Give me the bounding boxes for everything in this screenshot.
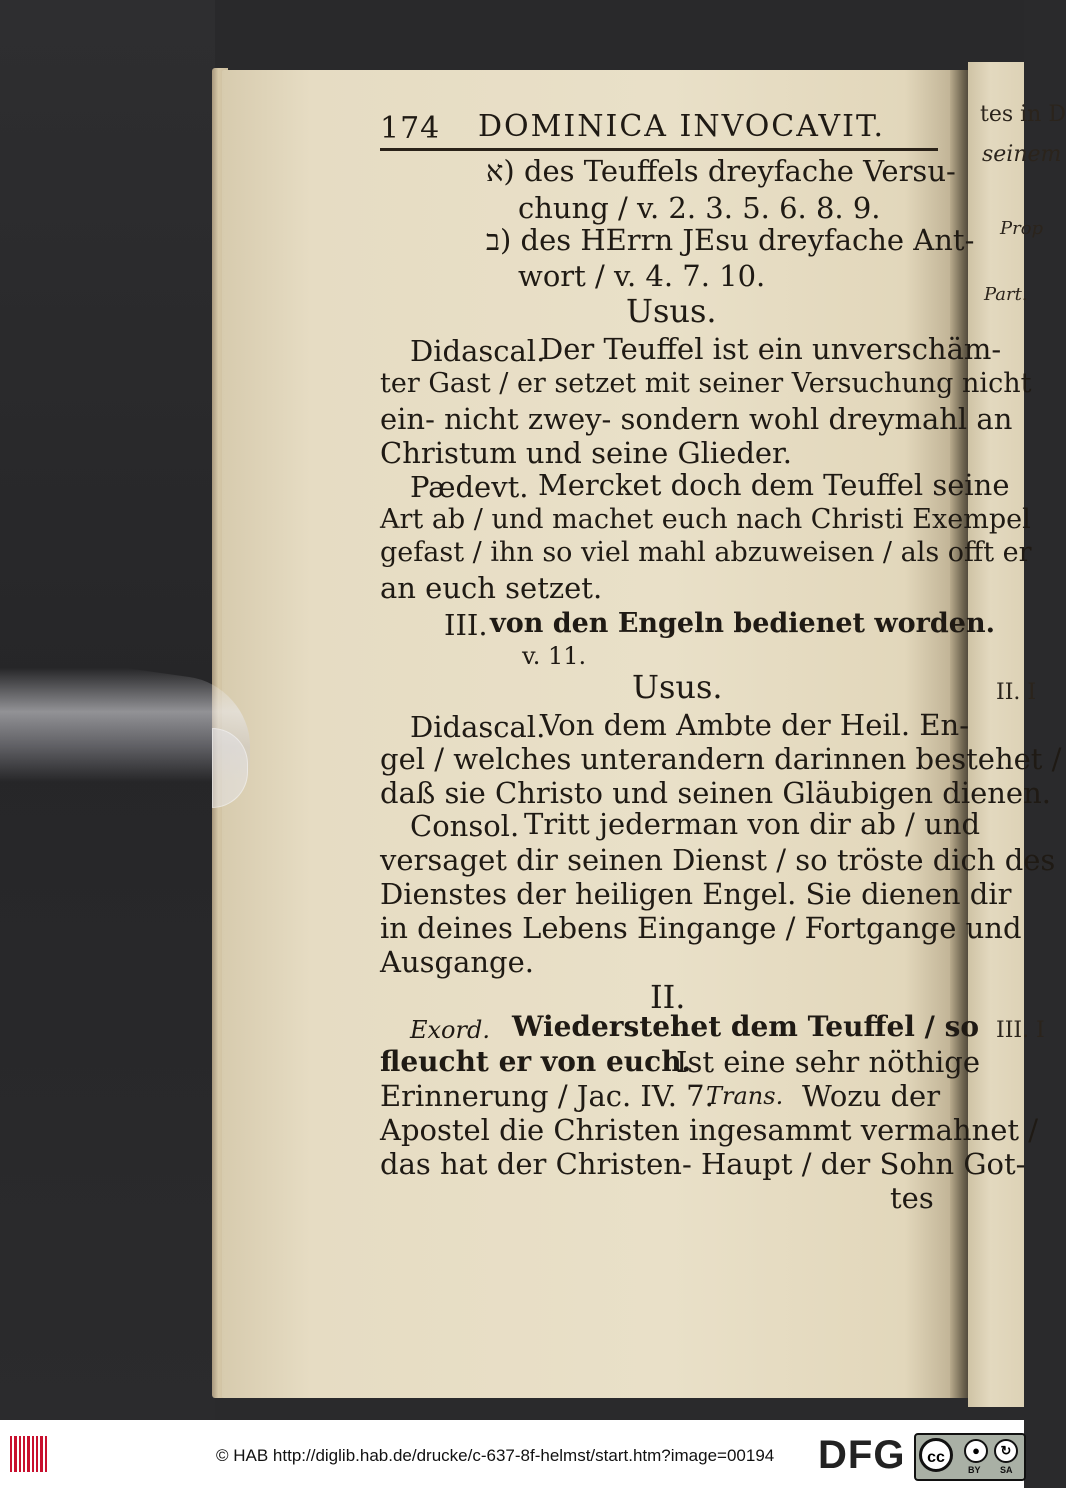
text-line: Tritt jederman von dir ab / und	[524, 807, 981, 841]
dfg-logo: DFG	[818, 1433, 906, 1477]
header-rule	[380, 148, 938, 151]
text-line: Apostel die Christen ingesammt vermahnet /	[380, 1113, 1039, 1147]
cc-icon: cc	[919, 1438, 953, 1472]
text-line: ב) des HErrn JEsu dreyfache Ant-	[486, 223, 975, 257]
text-line: ter Gast / er setzet mit seiner Versuchung nicht	[380, 368, 1032, 399]
by-icon: ●	[964, 1439, 988, 1463]
running-title: DOMINICA INVOCAVIT.	[478, 109, 886, 144]
text-line: wort / v. 4. 7. 10.	[518, 259, 766, 293]
text-line: Mercket doch dem Teuffel seine	[538, 468, 1010, 502]
text-line: Ausgange.	[380, 945, 534, 979]
cc-license-badge[interactable]	[914, 1433, 1026, 1481]
section-heading-usus: Usus.	[626, 292, 717, 330]
text-line: daß sie Christo und seinen Gläubigen dienen.	[380, 776, 1051, 810]
next-page-fragment: III. I	[996, 1018, 1045, 1043]
verse-reference: v. 11.	[522, 642, 587, 670]
next-page-fragment: Part.	[984, 284, 1028, 305]
text-line: Dienstes der heiligen Engel. Sie dienen dir	[380, 877, 1012, 911]
text-line: an euch setzet.	[380, 571, 603, 605]
page-number: 174	[380, 111, 441, 146]
text-line: ein- nicht zwey- sondern wohl dreymahl an	[380, 402, 1013, 436]
next-page-fragment: tes in D	[980, 102, 1066, 127]
text-line: versaget dir seinen Dienst / so tröste dich des	[380, 843, 1056, 877]
text-line: chung / v. 2. 3. 5. 6. 8. 9.	[518, 191, 881, 225]
text-line: Erinnerung / Jac. IV. 7.	[380, 1079, 714, 1113]
catchword: tes	[890, 1181, 934, 1215]
text-line: Ist eine sehr nöthige	[676, 1045, 980, 1079]
text-line: gel / welches unterandern darinnen bestehet /	[380, 742, 1062, 776]
background-top	[215, 0, 1024, 70]
margin-label: Didascal.	[410, 710, 546, 744]
text-line-emphasis: fleucht er von euch.	[380, 1045, 692, 1078]
facing-page-edge	[968, 62, 1066, 1407]
text-line: das hat der Christen- Haupt / der Sohn Got-	[380, 1147, 1026, 1181]
margin-label: Exord.	[410, 1016, 490, 1044]
text-line: Der Teuffel ist ein unverschäm-	[540, 332, 1002, 366]
margin-label: Consol.	[410, 809, 520, 843]
sa-label: SA	[1000, 1465, 1013, 1475]
sa-icon: ↻	[994, 1439, 1018, 1463]
text-line: א) des Teuffels dreyfache Versu-	[486, 154, 956, 188]
text-line: gefast / ihn so viel mahl abzuweisen / als offt er	[380, 537, 1032, 568]
next-page-fragment: Prop	[1000, 218, 1044, 239]
margin-label: Pædevt.	[410, 470, 529, 504]
text-line: Art ab / und machet euch nach Christi Exempel	[380, 504, 1031, 535]
next-page-fragment: seinem	[982, 142, 1062, 167]
section-heading-usus: Usus.	[632, 668, 723, 706]
section-heading: von den Engeln bedienet worden.	[490, 608, 995, 639]
text-line: in deines Lebens Eingange / Fortgange und	[380, 911, 1022, 945]
text-line: Wozu der	[802, 1079, 941, 1113]
margin-label: Didascal.	[410, 334, 546, 368]
text-line: Christum und seine Glieder.	[380, 436, 792, 470]
part-number: II.	[650, 978, 686, 1016]
hab-logo-icon	[10, 1436, 50, 1472]
by-label: BY	[968, 1465, 981, 1475]
margin-label: Trans.	[706, 1082, 784, 1110]
next-page-fragment: II. I	[996, 680, 1037, 705]
section-number: III.	[444, 608, 488, 642]
source-url[interactable]: © HAB http://diglib.hab.de/drucke/c-637-8f-helmst/start.htm?image=00194	[216, 1446, 775, 1465]
text-line-emphasis: Wiederstehet dem Teuffel / so	[512, 1010, 980, 1043]
text-line: Von dem Ambte der Heil. En-	[540, 708, 970, 742]
